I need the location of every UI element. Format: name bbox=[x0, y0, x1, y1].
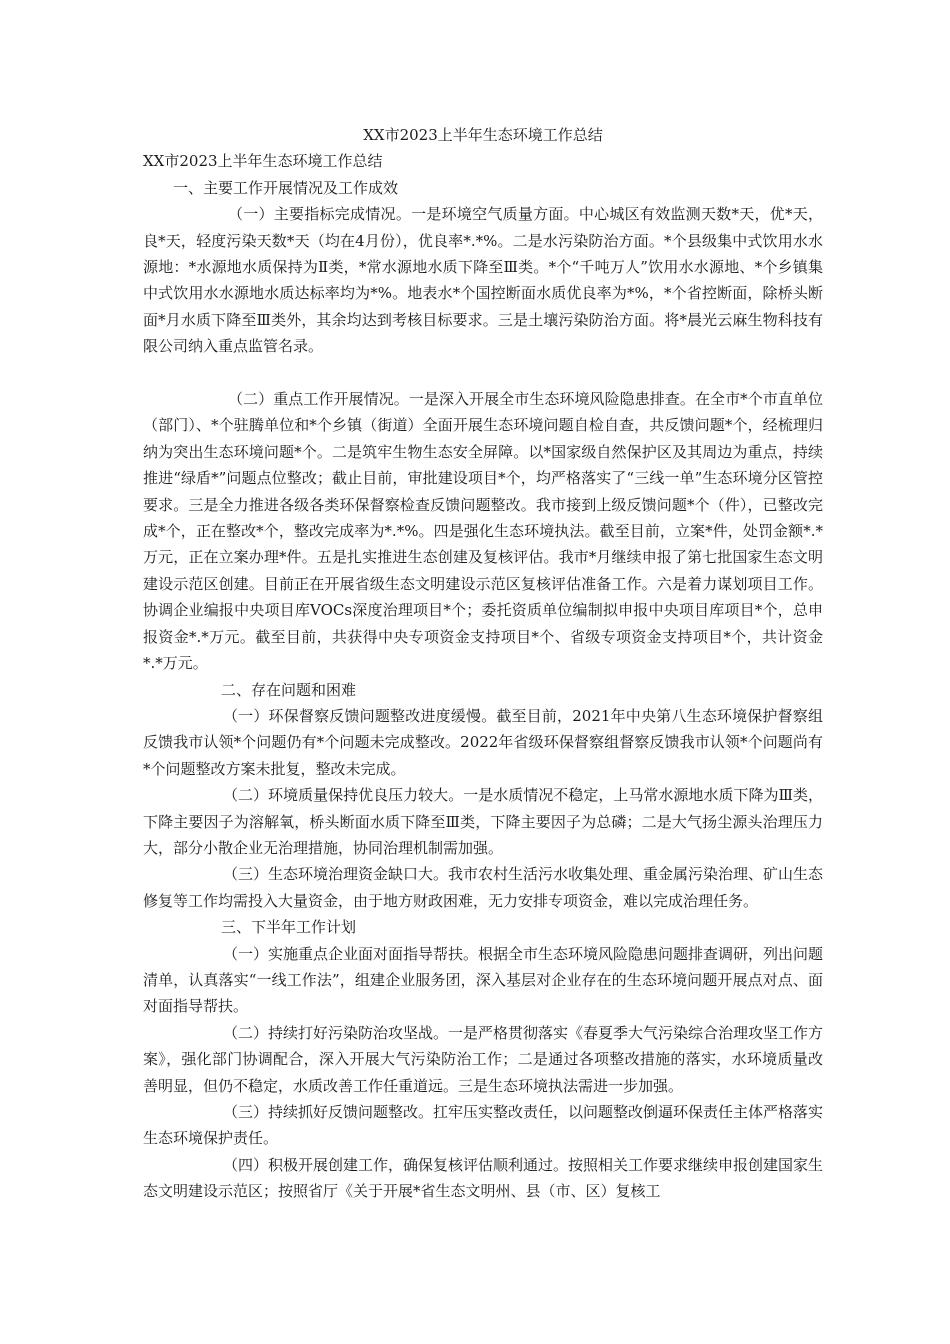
section-2-paragraph-2: （二）环境质量保持优良压力较大。一是水质情况不稳定，上马常水源地水质下降为Ⅲ类，下降主要因子为溶解氧，桥头断面水质下降至Ⅲ类，下降主要因子为总磷；二是大气扬尘源头治理压力大，部分小散企业无治理措施，协同治理机制需加强。 bbox=[143, 786, 823, 857]
paragraph-spacer bbox=[143, 360, 823, 386]
section-3-paragraph-4: （四）积极开展创建工作，确保复核评估顺利通过。按照相关工作要求继续申报创建国家生态文明建设示范区；按照省厅《关于开展*省生态文明州、县（市、区）复核工 bbox=[143, 1155, 824, 1201]
section-1-paragraph-2: （二）重点工作开展情况。一是深入开展全市生态环境风险隐患排查。在全市*个市直单位（部门）、*个驻腾单位和*个乡镇（街道）全面开展生态环境问题自检自查，共反馈问题*个，经梳理归纳为突出生态环境问题*个。二是筑牢生物生态安全屏障。以*国家级自然保护区及其周边为重点，持续推进“绿盾*”问题点位整改；截止目前，审批建设项目*个，均严格落实了“三线一单”生态环境分区管控要求。三是全力推进各级各类环保督察检查反馈问题整改。我市接到上级反馈问题*个（件），已整改完成*个，正在整改*个，整改完成率为*.*%。四是强化生态环境执法。截至目前，立案*件，处罚金额*.*万元，正在立案办理*件。五是扎实推进生态创建及复核评估。我市*月继续申报了第七批国家生态文明建设示范区创建。目前正在开展省级生态文明建设示范区复核评估准备工作。六是着力谋划项目工作。协调企业编报中央项目库VOCs深度治理项目*个；委托资质单位编制拟申报中央项目库项目*个，总申报资金*.*万元。截至目前，共获得中央专项资金支持项目*个、省级专项资金支持项目*个，共计资金*.*万元。 bbox=[143, 390, 823, 673]
section-1-paragraph-1: （一）主要指标完成情况。一是环境空气质量方面。中心城区有效监测天数*天，优*天，良*天，轻度污染天数*天（均在4月份），优良率*.*%。二是水污染防治方面。*个县级集中式饮用水水源地：*水源地水质保持为Ⅱ类，*常水源地水质下降至Ⅲ类。*个“千吨万人”饮用水水源地、*个乡镇集中式饮用水水源地水质达标率均为*%。地表水*个国控断面水质优良率为*%，*个省控断面，除桥头断面*月水质下降至Ⅲ类外，其余均达到考核目标要求。三是土壤污染防治方面。将*晨光云麻生物科技有限公司纳入重点监管名录。 bbox=[143, 205, 823, 356]
section-3-paragraph-2: （二）持续打好污染防治攻坚战。一是严格贯彻落实《春夏季大气污染综合治理攻坚工作方案》，强化部门协调配合，深入开展大气污染防治工作；二是通过各项整改措施的落实，水环境质量改善明显，但仍不稳定，水质改善工作任重道远。三是生态环境执法需进一步加强。 bbox=[143, 1023, 824, 1095]
section-2-paragraph-1: （一）环保督察反馈问题整改进度缓慢。截至目前，2021年中央第八生态环境保护督察组反馈我市认领*个问题仍有*个问题未完成整改。2022年省级环保督察组督察反馈我市认领*个问题尚有*个问题整改方案未批复，整改未完成。 bbox=[143, 706, 823, 778]
section-2-heading: 二、存在问题和困难 bbox=[221, 680, 357, 699]
document-title: XX市2023上半年生态环境工作总结 bbox=[363, 126, 603, 144]
section-2-paragraph-3: （三）生态环境治理资金缺口大。我市农村生活污水收集处理、重金属污染治理、矿山生态修复等工作均需投入大量资金，由于地方财政困难，无力安排专项资金，难以完成治理任务。 bbox=[143, 865, 824, 910]
section-3-paragraph-3: （三）持续抓好反馈问题整改。扛牢压实整改责任，以问题整改倒逼环保责任主体严格落实生态环境保护责任。 bbox=[143, 1103, 824, 1148]
section-3-paragraph-1: （一）实施重点企业面对面指导帮扶。根据全市生态环境风险隐患问题排查调研，列出问题清单，认真落实“一线工作法”，组建企业服务团，深入基层对企业存在的生态环境问题开展点对点、面对面指导帮扶。 bbox=[143, 944, 824, 1016]
section-1-heading: 一、主要工作开展情况及工作成效 bbox=[173, 178, 399, 197]
section-3-heading: 三、下半年工作计划 bbox=[221, 918, 357, 937]
document-page bbox=[143, 122, 823, 1205]
document-subtitle: XX市2023上半年生态环境工作总结 bbox=[143, 152, 383, 171]
